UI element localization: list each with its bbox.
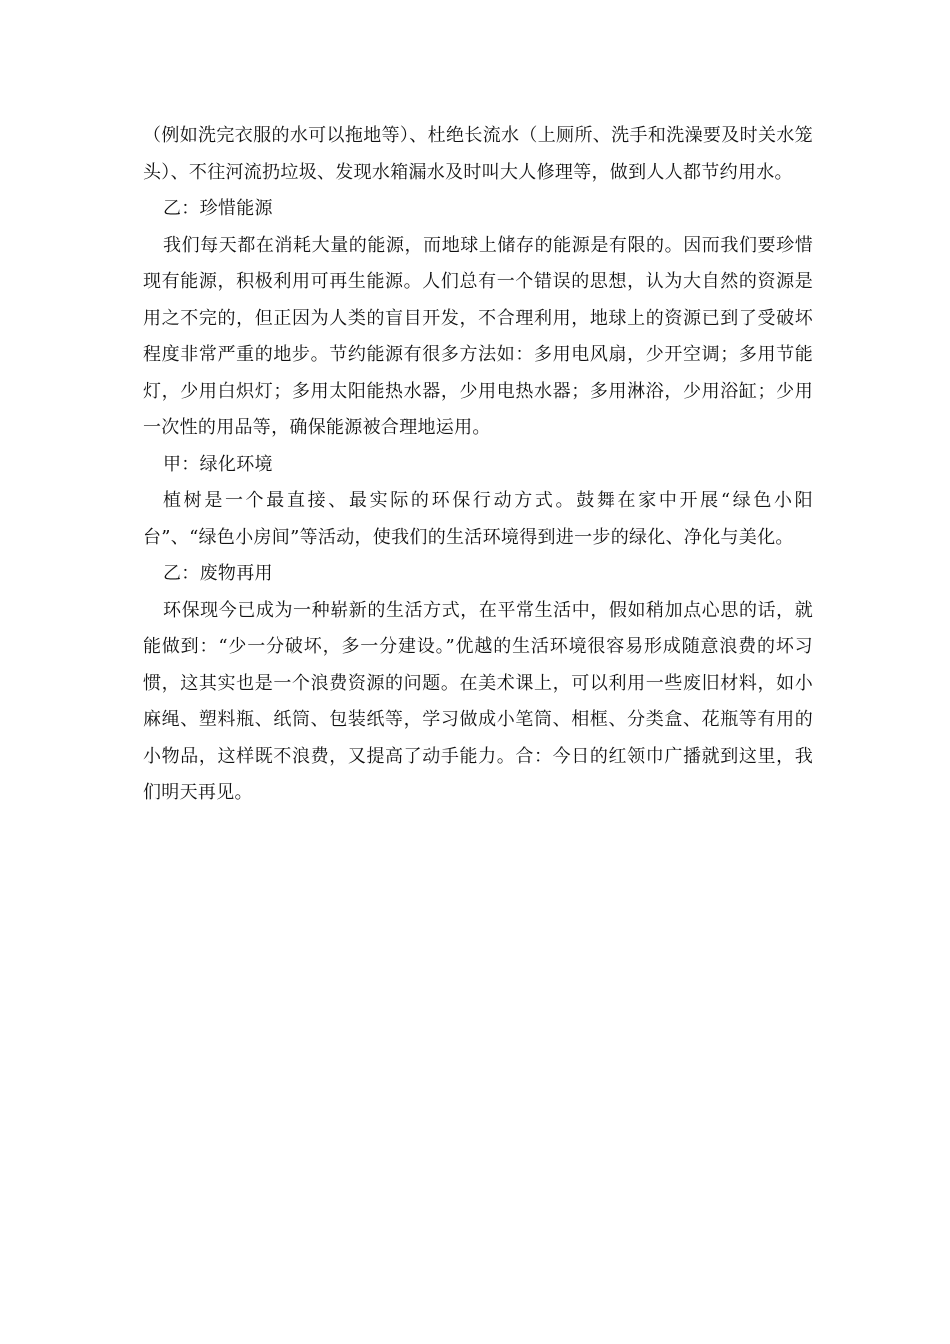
paragraph-water-saving: （例如洗完衣服的水可以拖地等）、杜绝长流水（上厕所、洗手和洗澡要及时关水笼头）、不往河流扔垃圾、发现水箱漏水及时叫大人修理等，做到人人都节约用水。 (143, 125, 813, 183)
heading-cherish-energy: 乙：珍惜能源 (163, 198, 273, 219)
paragraph-green-environment: 植树是一个最直接、最实际的环保行动方式。鼓舞在家中开展“绿色小阳台”、“绿色小房间”等活动，使我们的生活环境得到进一步的绿化、净化与美化。 (143, 490, 813, 548)
heading-green-environment: 甲：绿化环境 (163, 453, 273, 475)
paragraph-cherish-energy: 我们每天都在消耗大量的能源，而地球上储存的能源是有限的。因而我们要珍惜现有能源，积极利用可再生能源。人们总有一个错误的思想，认为大自然的资源是用之不完的，但正因为人类的盲目开发，不合理利用，地球上的资源已到了受破坏程度非常严重的地步。节约能源有很多方法如：多用电风扇，少开空调；多用节能灯，少用白炽灯；多用太阳能热水器，少用电热水器；多用淋浴，少用浴缸；少用一次性的用品等，确保能源被合理地运用。 (143, 234, 813, 438)
paragraph-waste-reuse: 环保现今已成为一种崭新的生活方式，在平常生活中，假如稍加点心思的话，就能做到：“少一分破坏，多一分建设。”优越的生活环境很容易形成随意浪费的坏习惯，这其实也是一个浪费资源的问题。在美术课上，可以利用一些废旧材料，如小麻绳、塑料瓶、纸筒、包装纸等，学习做成小笔筒、相框、分类盒、花瓶等有用的小物品，这样既不浪费，又提高了动手能力。合：今日的红领巾广播就到这里，我们明天再见。 (143, 599, 813, 803)
heading-waste-reuse: 乙：废物再用 (163, 563, 273, 584)
document-body (143, 118, 813, 812)
